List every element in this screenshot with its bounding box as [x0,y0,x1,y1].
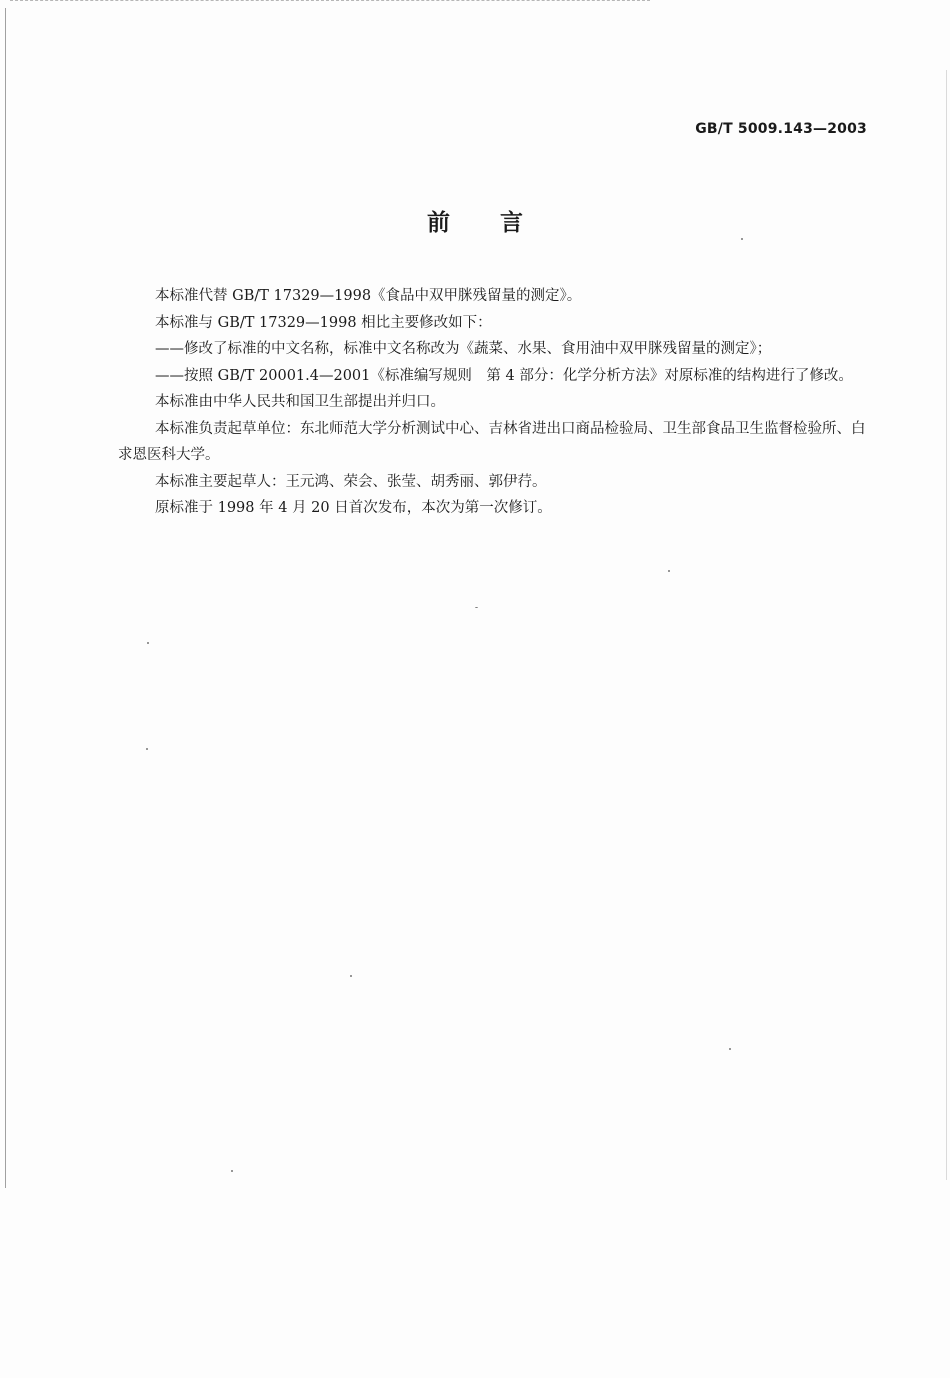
paragraph-history: 原标准于 1998 年 4 月 20 日首次发布，本次为第一次修订。 [155,500,552,516]
scan-speck [729,1048,731,1050]
paragraph-drafting-units: 本标准负责起草单位：东北师范大学分析测试中心、吉林省进出口商品检验局、卫生部食品卫生监督检验所、白求恩医科大学。 [118,420,866,463]
standard-code: GB/T 5009.143—2003 [695,121,867,137]
paragraph-drafters: 本标准主要起草人：王元鸿、荣会、张莹、胡秀丽、郭伊荇。 [155,473,547,490]
scan-speck [147,642,149,644]
paragraph-replaces: 本标准代替 GB/T 17329—1998《食品中双甲脒残留量的测定》。 [155,288,582,304]
scan-speck [668,570,670,572]
scan-artifact-top [10,0,650,2]
scan-speck [231,1170,233,1172]
title-part-2: 言 [500,210,523,236]
scan-speck [146,748,148,750]
scan-artifact-left-edge [5,8,7,1188]
scan-speck [741,238,743,240]
foreword-body [118,283,870,522]
scan-speck [475,607,478,608]
change-item-structure: ——按照 GB/T 20001.4—2001《标准编写规则 第 4 部分：化学分析方法》对原标准的结构进行了修改。 [155,367,853,384]
paragraph-proposed-by: 本标准由中华人民共和国卫生部提出并归口。 [155,394,445,410]
scan-speck [350,975,352,977]
title-part-1: 前 [427,210,450,236]
paragraph-changes-intro: 本标准与 GB/T 17329—1998 相比主要修改如下： [155,314,492,331]
change-item-name: ——修改了标准的中文名称，标准中文名称改为《蔬菜、水果、食用油中双甲脒残留量的测定》； [155,341,772,357]
page-title [0,204,950,237]
